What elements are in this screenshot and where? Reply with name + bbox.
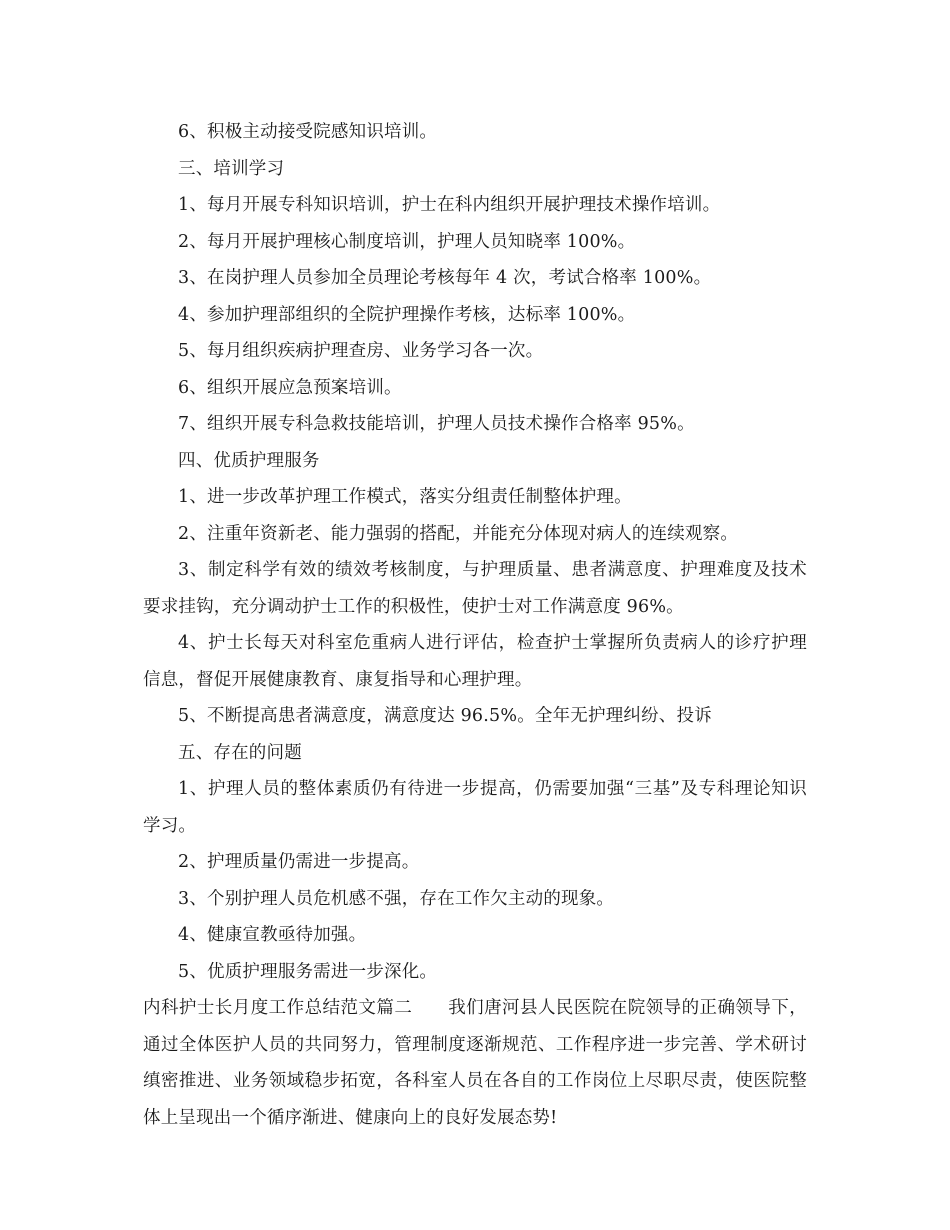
paragraph: 7、组织开展专科急救技能培训，护理人员技术操作合格率 95%。: [178, 414, 695, 434]
paragraph: 2、注重年资新老、能力强弱的搭配，并能充分体现对病人的连续观察。: [178, 523, 739, 544]
paragraph: 4、护士长每天对科室危重病人进行评估，检查护士掌握所负责病人的诊疗护理信息，督促开展健康教育、康复指导和心理护理。: [143, 633, 807, 690]
section-heading: 三、培训学习: [178, 158, 285, 179]
paragraph: 3、个别护理人员危机感不强，存在工作欠主动的现象。: [178, 888, 615, 909]
paragraph: 1、每月开展专科知识培训，护士在科内组织开展护理技术操作培训。: [178, 195, 721, 215]
paragraph: 5、优质护理服务需进一步深化。: [178, 961, 438, 982]
article-intro-paragraph: 内科护士长月度工作总结范文篇二 我们唐河县人民医院在院领导的正确领导下，通过全体医护人员的共同努力，管理制度逐渐规范、工作程序进一步完善、学术研讨缜密推进、业务领域稳步拓宽，各科室人员在各自的工作岗位上尽职尽责，使医院整体上呈现出一个循序渐进、健康向上的良好发展态势!: [143, 998, 807, 1128]
paragraph: 1、进一步改革护理工作模式，落实分组责任制整体护理。: [178, 487, 632, 507]
section-heading: 五、存在的问题: [178, 742, 302, 763]
paragraph: 3、在岗护理人员参加全员理论考核每年 4 次，考试合格率 100%。: [178, 268, 712, 288]
paragraph: 4、健康宣教亟待加强。: [178, 925, 367, 945]
paragraph: 4、参加护理部组织的全院护理操作考核，达标率 100%。: [178, 304, 636, 325]
paragraph: 2、护理质量仍需进一步提高。: [178, 852, 420, 872]
section-heading: 四、优质护理服务: [178, 450, 320, 471]
paragraph: 3、制定科学有效的绩效考核制度，与护理质量、患者满意度、护理难度及技术要求挂钩，充分调动护士工作的积极性，使护士对工作满意度 96%。: [143, 560, 807, 617]
paragraph: 5、每月组织疾病护理查房、业务学习各一次。: [178, 341, 544, 361]
document-body: [143, 114, 807, 1136]
paragraph: 6、积极主动接受院感知识培训。: [178, 122, 438, 142]
paragraph: 1、护理人员的整体素质仍有待进一步提高，仍需要加强“三基”及专科理论知识学习。: [143, 779, 807, 836]
paragraph: 2、每月开展护理核心制度培训，护理人员知晓率 100%。: [178, 231, 636, 252]
paragraph: 5、不断提高患者满意度，满意度达 96.5%。全年无护理纠纷、投诉: [178, 706, 712, 726]
paragraph: 6、组织开展应急预案培训。: [178, 377, 402, 398]
